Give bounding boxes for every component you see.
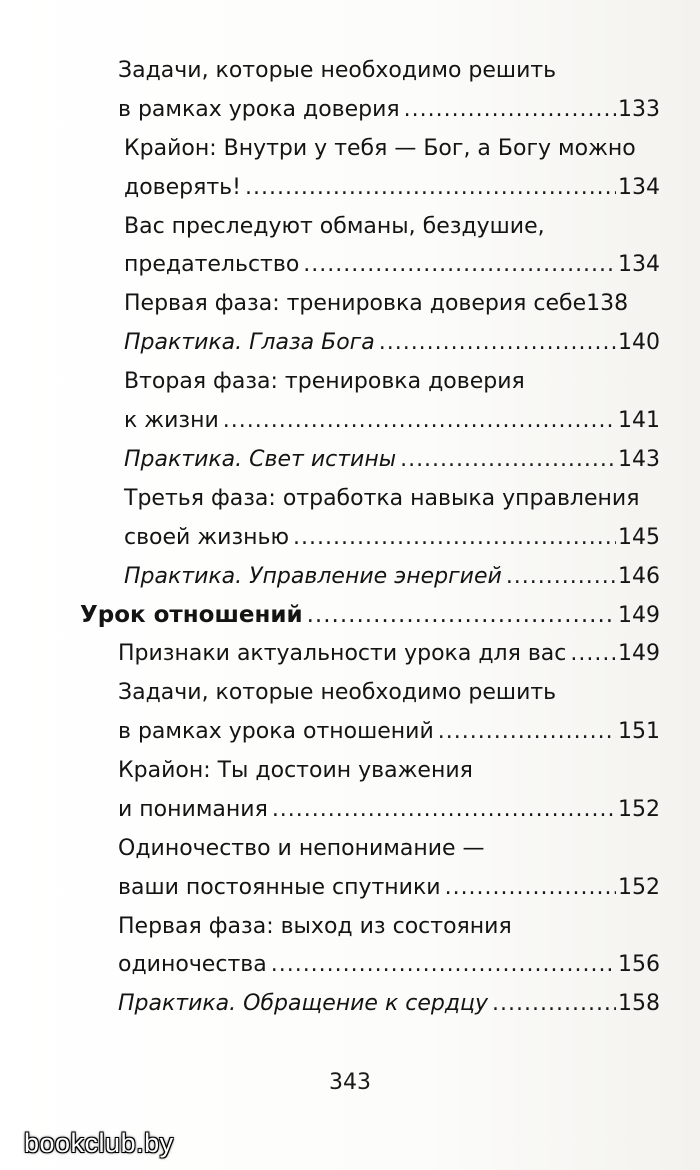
dot-leader (307, 596, 616, 635)
toc-chapter-entry (80, 596, 660, 635)
toc-entry-last-line (80, 946, 660, 985)
toc-entry-text: Признаки актуальности урока для вас (118, 641, 567, 667)
toc-entry (80, 52, 660, 130)
toc-page-number: 133 (618, 96, 660, 122)
toc-entry-last-line (80, 441, 660, 480)
toc-page-number: 143 (618, 446, 660, 472)
toc-entry-text: доверять! (124, 174, 241, 200)
toc-chapter-line (80, 596, 660, 635)
dot-leader (570, 635, 616, 674)
toc-entry-last-line (80, 558, 660, 597)
toc-entry-text: одиночества (118, 952, 267, 978)
toc-page-number: 138 (586, 291, 629, 317)
toc-entry-text: и понимания (118, 796, 268, 822)
toc-entry-last-line (80, 285, 660, 324)
toc-entry-text: ваши постоянные спутники (118, 874, 441, 900)
toc-entry-text: Вас преследуют обманы, бездушие, (124, 213, 545, 239)
toc-entry-text-line (80, 52, 660, 91)
toc-entry-text: Практика. Обращение к сердцу (118, 991, 489, 1017)
dot-leader (272, 791, 616, 830)
page-number: 343 (329, 1070, 371, 1095)
toc-entry-last-line (80, 169, 660, 208)
toc-page-number: 156 (618, 952, 660, 978)
dot-leader (223, 402, 616, 441)
toc-page-number: 158 (618, 991, 660, 1017)
toc-entry-text-line (80, 363, 660, 402)
toc-entry (80, 558, 660, 597)
toc-page-number: 149 (618, 603, 660, 629)
dot-leader (506, 558, 616, 597)
toc-page-number: 151 (618, 719, 660, 745)
toc-entry-text: Первая фаза: тренировка доверия себе (124, 291, 587, 317)
toc-page-number: 141 (618, 408, 660, 434)
toc-entry (80, 208, 660, 286)
toc-entry (80, 363, 660, 441)
toc-entry-text: Вторая фаза: тренировка доверия (124, 369, 525, 395)
toc-entry (80, 674, 660, 752)
toc-entry-last-line (80, 791, 660, 830)
toc-page-number: 134 (618, 174, 660, 200)
toc-entry-text: в рамках урока отношений (118, 719, 434, 745)
toc-page-number: 149 (618, 641, 660, 667)
toc-entry-last-line (80, 91, 660, 130)
toc-entry-text-line (80, 480, 660, 519)
table-of-contents (80, 52, 660, 1024)
toc-entry-text: Крайон: Ты достоин уважения (118, 758, 473, 784)
toc-entry-text: в рамках урока доверия (118, 96, 400, 122)
dot-leader (379, 324, 616, 363)
toc-entry-last-line (80, 985, 660, 1024)
toc-entry (80, 985, 660, 1024)
toc-entry (80, 441, 660, 480)
dot-leader (404, 91, 616, 130)
dot-leader (245, 169, 616, 208)
toc-entry-text: к жизни (124, 408, 219, 434)
toc-entry (80, 480, 660, 558)
toc-entry-text-line (80, 752, 660, 791)
toc-entry-last-line (80, 246, 660, 285)
dot-leader (438, 713, 616, 752)
toc-entry-text-line (80, 208, 660, 247)
dot-leader (293, 519, 616, 558)
toc-entry (80, 635, 660, 674)
toc-chapter-title: Урок отношений (80, 602, 303, 629)
toc-entry-text: Практика. Управление энергией (124, 563, 502, 589)
toc-page-number: 146 (618, 563, 660, 589)
toc-page-number: 134 (618, 252, 660, 278)
watermark: bookclub.by (24, 1128, 174, 1158)
toc-entry-text: Одиночество и непонимание — (118, 835, 485, 861)
toc-entry (80, 130, 660, 208)
toc-entry-text: Задачи, которые необходимо решить (118, 58, 557, 83)
toc-entry-text-line (80, 130, 660, 169)
toc-entry (80, 908, 660, 986)
toc-entry-text: предательство (124, 252, 300, 278)
toc-entry-text: Задачи, которые необходимо решить (118, 680, 557, 706)
toc-entry-text-line (80, 674, 660, 713)
dot-leader (303, 246, 616, 285)
toc-entry-last-line (80, 713, 660, 752)
toc-entry (80, 324, 660, 363)
toc-entry-text: своей жизнью (124, 524, 290, 550)
toc-entry (80, 752, 660, 830)
toc-entry-last-line (80, 635, 660, 674)
toc-entry-text: Первая фаза: выход из состояния (118, 913, 512, 939)
toc-page-number: 140 (618, 330, 660, 356)
toc-entry-text-line (80, 908, 660, 947)
dot-leader (400, 441, 616, 480)
toc-entry-text-line (80, 830, 660, 869)
toc-entry-text: Крайон: Внутри у тебя — Бог, а Богу можно (124, 135, 636, 161)
toc-page-number: 152 (618, 796, 660, 822)
toc-entry-text: Практика. Свет истины (124, 446, 397, 472)
toc-entry (80, 285, 660, 324)
toc-entry-last-line (80, 402, 660, 441)
toc-entry-last-line (80, 324, 660, 363)
toc-entry-last-line (80, 519, 660, 558)
toc-page-number: 152 (618, 874, 660, 900)
toc-page-number: 145 (618, 524, 660, 550)
dot-leader (492, 985, 616, 1024)
toc-entry-text: Практика. Глаза Бога (124, 330, 375, 356)
dot-leader (445, 869, 616, 908)
dot-leader (271, 946, 616, 985)
toc-entry-last-line (80, 869, 660, 908)
toc-entry (80, 830, 660, 908)
toc-entry-text: Третья фаза: отработка навыка управления (124, 485, 640, 511)
